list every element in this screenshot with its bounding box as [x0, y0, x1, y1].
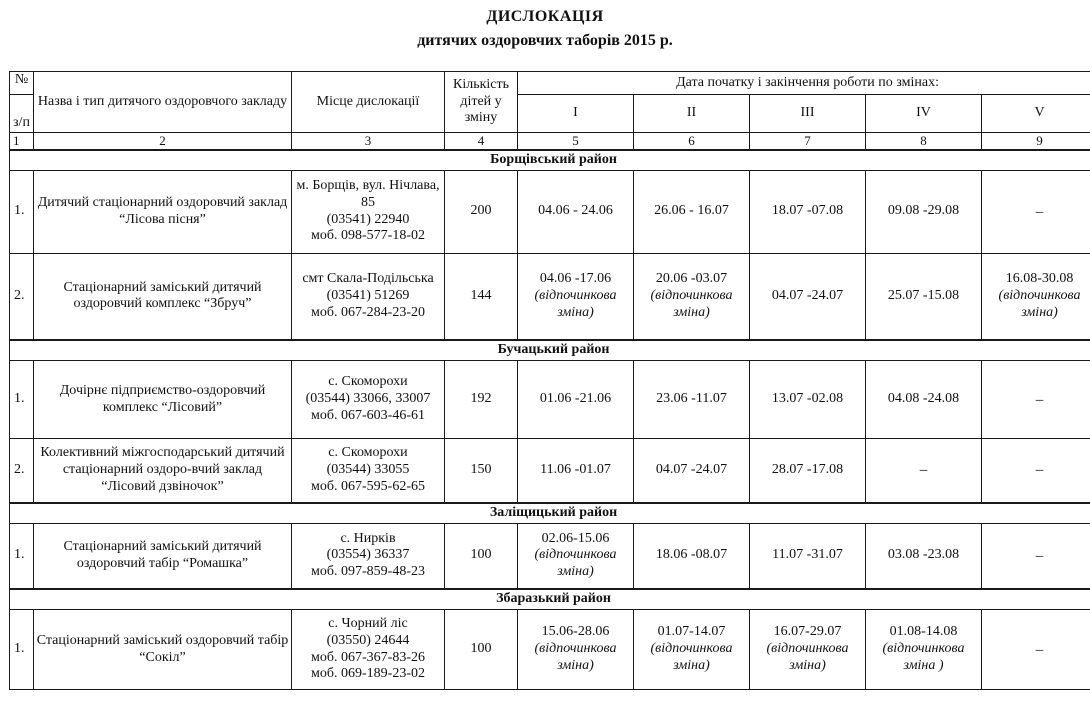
shift-dates: 18.06 -08.07: [655, 547, 728, 563]
shift-dates: 03.08 -23.08: [887, 547, 960, 563]
shift-cell: [982, 439, 1090, 503]
district-row: [10, 340, 1090, 361]
shift-cell: [982, 361, 1090, 439]
location-line: моб. 067-367-83-26: [311, 649, 425, 665]
district-title: Збаразький район: [10, 589, 1090, 610]
shift-dates: 20.06 -03.07: [655, 271, 728, 287]
shift-note: (відпочинкова зміна): [650, 287, 733, 320]
district-row: [10, 589, 1090, 610]
row-number: 1.: [10, 170, 34, 253]
location-line: (03541) 51269: [326, 287, 410, 303]
shift-dates: –: [1035, 391, 1044, 408]
table-row: [10, 170, 1090, 253]
shift-dates: 04.08 -24.08: [887, 391, 960, 407]
header-shift-4: IV: [866, 95, 982, 133]
column-number: 9: [982, 133, 1090, 150]
camp-name: Стаціонарний заміський дитячий оздоровчий табір “Ромашка”: [34, 523, 292, 589]
shift-cell: [518, 610, 634, 690]
shift-cell: [634, 253, 750, 340]
header-number-sub: з/п: [10, 95, 34, 133]
shift-cell: [518, 523, 634, 589]
shift-note: (відпочинкова зміна): [534, 641, 617, 673]
column-number-row: [10, 133, 1090, 150]
shift-cell: [634, 361, 750, 439]
shift-cell: [750, 170, 866, 253]
shift-cell: [866, 439, 982, 503]
header-shift-2: II: [634, 95, 750, 133]
shift-dates: –: [1035, 203, 1044, 220]
children-count: 100: [445, 610, 518, 690]
column-number: 2: [34, 133, 292, 150]
shift-dates: –: [1035, 462, 1044, 479]
header-dates: Дата початку і закінчення роботи по змінах:: [518, 72, 1090, 95]
district-title: Бучацький район: [10, 340, 1090, 361]
shift-cell: [634, 523, 750, 589]
column-number: 8: [866, 133, 982, 150]
column-number: 4: [445, 133, 518, 150]
location-line: моб. 098-577-18-02: [311, 228, 425, 244]
camps-table: [9, 71, 1090, 690]
shift-cell: [750, 253, 866, 340]
shift-note: (відпочинкова зміна): [650, 641, 733, 673]
camp-location: [292, 361, 445, 439]
district-row: [10, 150, 1090, 171]
header-count: Кількість дітей у зміну: [445, 72, 518, 133]
location-line: (03554) 36337: [326, 547, 410, 563]
location-line: моб. 067-603-46-61: [311, 407, 425, 423]
district-row: [10, 503, 1090, 524]
shift-dates: 11.07 -31.07: [772, 547, 843, 563]
shift-dates: 11.06 -01.07: [540, 461, 611, 477]
children-count: 200: [445, 170, 518, 253]
table-row: [10, 610, 1090, 690]
column-number: 5: [518, 133, 634, 150]
shift-dates: –: [919, 462, 928, 479]
camp-name: Стаціонарний заміський дитячий оздоровчий комплекс “Збруч”: [34, 253, 292, 340]
location-line: с. Нирків: [340, 530, 396, 546]
shift-dates: 18.07 -07.08: [771, 203, 844, 219]
document-title: ДИСЛОКАЦІЯ: [486, 8, 604, 25]
shift-dates: 16.07-29.07: [773, 624, 842, 640]
shift-note: (відпочинкова зміна): [534, 287, 617, 320]
shift-dates: 15.06-28.06: [541, 624, 610, 640]
camp-name: Стаціонарний заміський оздоровчий табір “Сокіл”: [34, 610, 292, 690]
header-shift-5: V: [982, 95, 1090, 133]
district-title: Заліщицький район: [10, 503, 1090, 524]
shift-dates: 09.08 -29.08: [887, 203, 960, 219]
camp-location: [292, 170, 445, 253]
document-subtitle: дитячих оздоровчих таборів 2015 р.: [417, 32, 673, 49]
location-line: (03544) 33066, 33007: [305, 391, 431, 407]
row-number: 1.: [10, 610, 34, 690]
location-line: с. Скоморохи: [328, 374, 408, 390]
row-number: 2.: [10, 439, 34, 503]
row-number: 2.: [10, 253, 34, 340]
shift-cell: [634, 439, 750, 503]
shift-cell: [982, 253, 1090, 340]
table-row: [10, 439, 1090, 503]
column-number: 7: [750, 133, 866, 150]
shift-dates: 01.07-14.07: [657, 624, 726, 640]
shift-cell: [634, 170, 750, 253]
shift-cell: [866, 170, 982, 253]
camp-name: Дитячий стаціонарний оздоровчий заклад “Лісова пісня”: [34, 170, 292, 253]
header-name: Назва і тип дитячого оздоровчого закладу: [34, 72, 292, 133]
shift-dates: 04.07 -24.07: [655, 461, 728, 477]
header-shift-3: III: [750, 95, 866, 133]
location-line: с. Чорний ліс: [328, 616, 408, 631]
shift-dates: 02.06-15.06: [541, 530, 610, 546]
shift-dates: 01.08-14.08: [889, 624, 958, 640]
camp-location: [292, 523, 445, 589]
children-count: 144: [445, 253, 518, 340]
location-line: смт Скала-Подільська: [302, 271, 434, 287]
shift-dates: 28.07 -17.08: [771, 461, 844, 477]
shift-cell: [866, 361, 982, 439]
location-line: моб. 067-284-23-20: [311, 304, 425, 320]
column-number: 3: [292, 133, 445, 150]
header-location: Місце дислокації: [292, 72, 445, 133]
shift-dates: 01.06 -21.06: [539, 391, 612, 407]
location-line: моб. 097-859-48-23: [311, 564, 425, 580]
shift-dates: 04.07 -24.07: [771, 287, 844, 303]
row-number: 1.: [10, 523, 34, 589]
shift-dates: –: [1035, 641, 1044, 658]
location-line: м. Борщів, вул. Нічлава, 85: [296, 178, 440, 210]
camp-location: [292, 610, 445, 690]
shift-cell: [634, 610, 750, 690]
shift-cell: [518, 253, 634, 340]
row-number: 1.: [10, 361, 34, 439]
shift-cell: [866, 610, 982, 690]
shift-cell: [518, 439, 634, 503]
column-number: 1: [10, 133, 34, 150]
header-shift-1: I: [518, 95, 634, 133]
table-row: [10, 253, 1090, 340]
location-line: (03541) 22940: [326, 211, 410, 227]
shift-dates: –: [1035, 547, 1044, 564]
header-number: №: [10, 72, 34, 95]
shift-cell: [750, 361, 866, 439]
column-number: 6: [634, 133, 750, 150]
children-count: 100: [445, 523, 518, 589]
shift-dates: 26.06 - 16.07: [654, 203, 729, 219]
shift-cell: [982, 170, 1090, 253]
shift-dates: 04.06 -17.06: [539, 271, 612, 287]
table-row: [10, 361, 1090, 439]
district-title: Борщівський район: [10, 150, 1090, 171]
camp-location: [292, 253, 445, 340]
location-line: с. Скоморохи: [328, 445, 408, 461]
shift-dates: 16.08-30.08: [1005, 271, 1074, 287]
shift-dates: 23.06 -11.07: [656, 391, 727, 407]
shift-note: (відпочинкова зміна ): [882, 641, 965, 673]
children-count: 150: [445, 439, 518, 503]
shift-cell: [750, 610, 866, 690]
camp-location: [292, 439, 445, 503]
table-row: [10, 523, 1090, 589]
location-line: моб. 067-595-62-65: [311, 478, 425, 494]
location-line: (03550) 24644: [326, 632, 410, 648]
shift-cell: [750, 523, 866, 589]
shift-dates: 25.07 -15.08: [887, 287, 960, 303]
location-line: моб. 069-189-23-02: [311, 666, 425, 682]
shift-dates: 04.06 - 24.06: [538, 203, 613, 219]
shift-cell: [866, 523, 982, 589]
shift-dates: 13.07 -02.08: [771, 391, 844, 407]
camp-name: Колективний міжгосподарський дитячий стаціонарний оздоро-вчий заклад “Лісовий дзвіночок”: [34, 439, 292, 503]
shift-cell: [518, 361, 634, 439]
shift-note: (відпочинкова зміна): [766, 641, 849, 673]
shift-cell: [866, 253, 982, 340]
children-count: 192: [445, 361, 518, 439]
location-line: (03544) 33055: [326, 461, 410, 477]
shift-cell: [982, 610, 1090, 690]
camp-name: Дочірнє підприємство-оздоровчий комплекс “Лісовий”: [34, 361, 292, 439]
shift-cell: [982, 523, 1090, 589]
shift-cell: [518, 170, 634, 253]
shift-note: (відпочинкова зміна): [534, 547, 617, 580]
shift-cell: [750, 439, 866, 503]
shift-note: (відпочинкова зміна): [998, 287, 1081, 320]
